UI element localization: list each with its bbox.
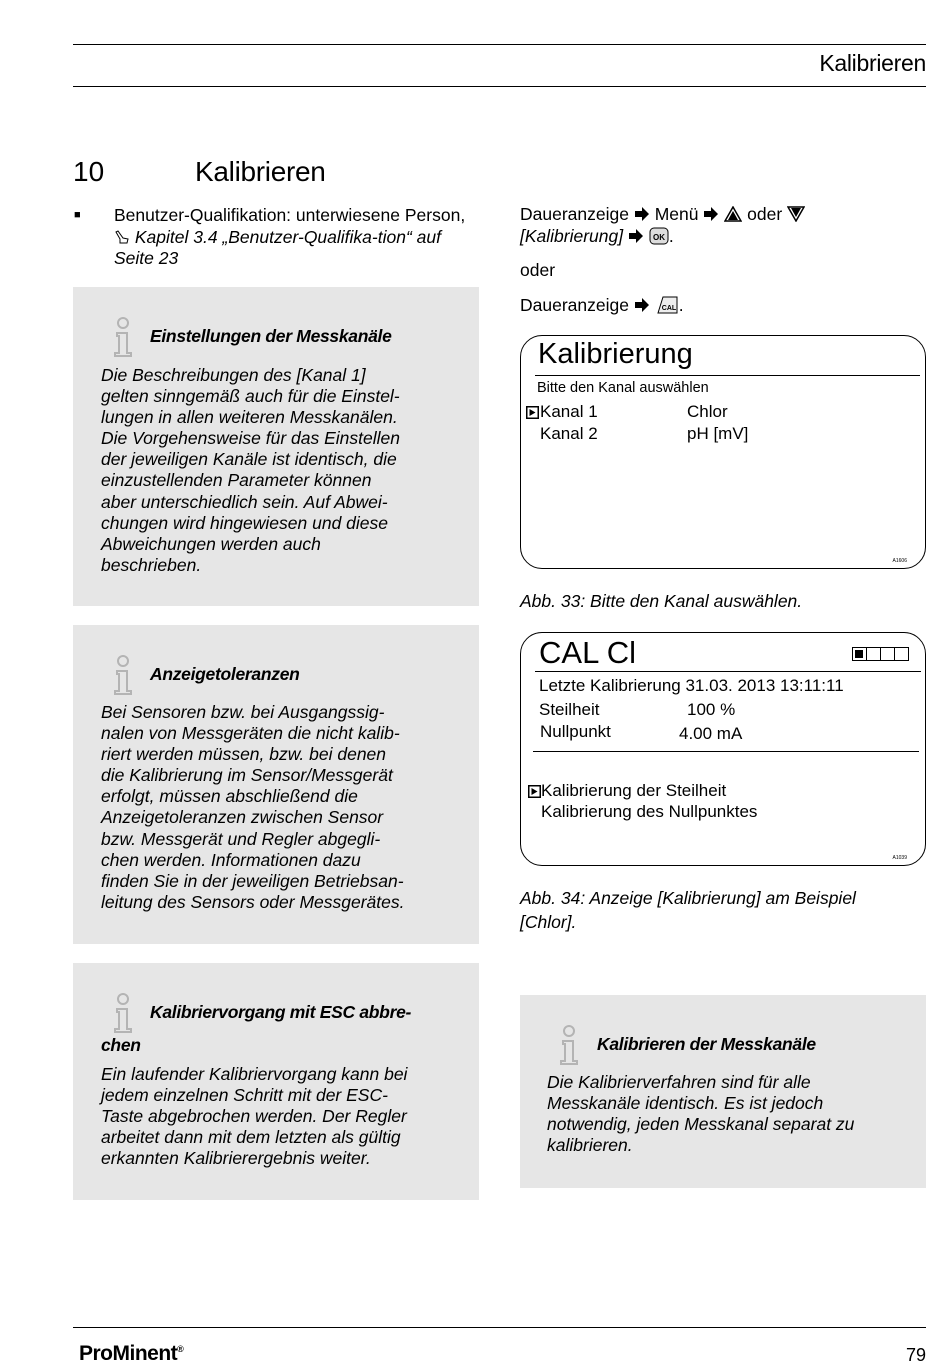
cal-key-icon[interactable] bbox=[655, 295, 679, 315]
body-line: Anzeigetoleranzen zwischen Sensor bbox=[101, 807, 384, 828]
body-line: lungen in allen weiteren Messkanälen. bbox=[101, 407, 398, 428]
ok-key-label: OK bbox=[652, 233, 665, 242]
nav-menu: Menü bbox=[654, 204, 699, 224]
body-line: nalen von Messgeräten die nicht kalib- bbox=[101, 723, 400, 744]
body-line: chen werden. Informationen dazu bbox=[101, 849, 361, 870]
body-line: kalibrieren. bbox=[547, 1135, 633, 1156]
body-line: der jeweiligen Kanäle ist identisch, die bbox=[101, 449, 397, 470]
right-arrow-icon bbox=[628, 229, 644, 243]
figure-caption-33: Abb. 33: Bitte den Kanal auswählen. bbox=[520, 591, 803, 611]
body-line: Ein laufender Kalibriervorgang kann bei bbox=[101, 1064, 408, 1084]
info-box-title-continued: chen bbox=[101, 1035, 141, 1055]
info-box-esc-abort bbox=[73, 963, 479, 1200]
menu-item-channel-1[interactable]: Kanal 1 bbox=[540, 402, 598, 421]
qualification-label: Benutzer-Qualifikation: bbox=[114, 205, 292, 225]
body-line: die Kalibrierung im Sensor/Messgerät bbox=[101, 765, 393, 786]
header-bottom-rule bbox=[73, 86, 926, 87]
info-box-title: Kalibriervorgang mit ESC abbre- bbox=[150, 1002, 412, 1022]
screen-title-underline bbox=[535, 671, 921, 672]
display-screen-cal-chlorine bbox=[520, 632, 926, 866]
body-line: Abweichungen werden auch bbox=[101, 533, 321, 554]
selection-cursor-icon bbox=[528, 785, 541, 798]
zero-point-label: Nullpunkt bbox=[540, 722, 611, 741]
body-line: notwendig, jeden Messkanal separat zu bbox=[547, 1114, 855, 1135]
body-line: Messkanäle identisch. Es ist jedoch bbox=[547, 1093, 824, 1114]
info-icon bbox=[111, 317, 135, 357]
info-box-body bbox=[101, 702, 405, 913]
ok-key-icon[interactable] bbox=[649, 227, 669, 245]
body-line: leitung des Sensors oder Messgerätes. bbox=[101, 891, 405, 912]
info-icon bbox=[557, 1025, 581, 1065]
qualification-value: unterwiesene Person, bbox=[291, 205, 466, 225]
body-line: aber unterschiedlich sein. Auf Abwei- bbox=[101, 491, 388, 512]
body-line: Bei Sensoren bzw. bei Ausgangssig- bbox=[101, 702, 385, 722]
info-box-channel-settings bbox=[73, 287, 479, 606]
nav-start: Daueranzeige bbox=[520, 295, 629, 315]
nav-start: Daueranzeige bbox=[520, 204, 629, 224]
body-line: gelten sinngemäß auch für die Einstel- bbox=[101, 386, 400, 407]
display-screen-channel-select bbox=[520, 335, 926, 569]
body-line: jedem einzelnen Schritt mit der ESC- bbox=[101, 1085, 388, 1106]
info-icon bbox=[111, 655, 135, 695]
screen-title: CAL Cl bbox=[539, 635, 637, 670]
header-top-rule bbox=[73, 44, 926, 45]
selection-cursor-icon bbox=[526, 406, 539, 419]
info-box-title: Anzeigetoleranzen bbox=[150, 664, 300, 684]
menu-item-calibrate-slope[interactable]: Kalibrierung der Steilheit bbox=[541, 781, 727, 800]
screen-title: Kalibrierung bbox=[538, 338, 693, 370]
qualification-paragraph bbox=[114, 205, 484, 270]
square-bullet-icon: ■ bbox=[74, 209, 81, 221]
body-line: arbeitet dann mit dem letzten als gültig bbox=[101, 1127, 401, 1148]
figure-code: A1039 bbox=[892, 855, 907, 861]
up-triangle-icon[interactable] bbox=[724, 206, 742, 222]
body-line: chungen wird hingewiesen und diese bbox=[101, 512, 389, 533]
prominent-logo bbox=[79, 1342, 183, 1366]
nav-or: oder bbox=[747, 204, 783, 224]
last-calibration-text: Letzte Kalibrierung 31.03. 2013 13:11:11 bbox=[539, 676, 844, 695]
caption-line: [Chlor]. bbox=[520, 912, 577, 932]
screen-title-underline bbox=[535, 375, 920, 376]
info-box-display-tolerances bbox=[73, 625, 479, 944]
body-line: riert werden müssen, bzw. bei denen bbox=[101, 744, 387, 765]
page-number: 79 bbox=[905, 1345, 926, 1365]
finger-pointer-icon bbox=[114, 230, 130, 245]
info-icon bbox=[111, 993, 135, 1033]
progress-indicator-icon bbox=[852, 647, 909, 661]
info-box-title: Kalibrieren der Messkanäle bbox=[597, 1034, 816, 1054]
right-arrow-icon bbox=[634, 207, 650, 221]
body-line: erfolgt, müssen abschließend die bbox=[101, 786, 358, 807]
body-line: Die Vorgehensweise für das Einstellen bbox=[101, 428, 400, 449]
body-line: Die Kalibrierverfahren sind für alle bbox=[547, 1072, 811, 1092]
figure-caption-34 bbox=[520, 886, 856, 934]
info-box-calibrate-channels bbox=[520, 995, 926, 1188]
navigation-path-cal-key: Daueranzeige CAL . bbox=[520, 295, 684, 315]
cal-key-label: CAL bbox=[661, 305, 676, 312]
screen-separator bbox=[533, 751, 919, 752]
nav-item-calibration: [Kalibrierung] bbox=[520, 226, 624, 246]
right-arrow-icon bbox=[703, 207, 719, 221]
menu-item-calibrate-zero[interactable]: Kalibrierung des Nullpunktes bbox=[541, 802, 758, 821]
figure-code: A1606 bbox=[892, 558, 907, 564]
body-line: einzustellenden Parameter können bbox=[101, 470, 372, 491]
body-line: Taste abgebrochen werden. Der Regler bbox=[101, 1106, 407, 1127]
caption-line: Abb. 34: Anzeige [Kalibrierung] am Beispiel bbox=[520, 888, 856, 908]
logo-registered-mark: ® bbox=[177, 1344, 184, 1354]
body-line: erkannten Kalibrierergebnis weiter. bbox=[101, 1148, 371, 1169]
body-line: beschrieben. bbox=[101, 554, 202, 575]
menu-item-channel-2[interactable]: Kanal 2 bbox=[540, 424, 598, 443]
chapter-number: 10 bbox=[73, 156, 105, 187]
body-line: Die Beschreibungen des [Kanal 1] bbox=[101, 365, 366, 385]
info-box-body bbox=[101, 1064, 407, 1169]
info-box-body bbox=[547, 1072, 854, 1156]
chapter-title: Kalibrieren bbox=[195, 156, 326, 187]
qualification-reference-link[interactable]: Kapitel 3.4 „Benutzer-Qualifika-tion“ auf Seite 23 bbox=[114, 226, 441, 268]
right-arrow-icon bbox=[634, 298, 650, 312]
slope-value: 100 % bbox=[687, 700, 736, 719]
channel-2-sensor: pH [mV] bbox=[687, 424, 749, 443]
channel-1-sensor: Chlor bbox=[687, 402, 728, 421]
down-triangle-icon[interactable] bbox=[787, 206, 805, 222]
logo-text: ProMinent bbox=[79, 1342, 178, 1365]
running-header-title: Kalibrieren bbox=[819, 50, 926, 76]
body-line: bzw. Messgerät und Regler abgegli- bbox=[101, 828, 381, 849]
info-box-body bbox=[101, 365, 400, 576]
info-box-title: Einstellungen der Messkanäle bbox=[150, 326, 392, 346]
screen-prompt: Bitte den Kanal auswählen bbox=[537, 380, 709, 396]
slope-label: Steilheit bbox=[539, 700, 600, 719]
navigation-path-menu: Daueranzeige Menü oder [Kalibrierung] OK . bbox=[520, 203, 920, 247]
footer-rule bbox=[73, 1327, 926, 1328]
zero-point-value: 4.00 mA bbox=[679, 724, 743, 743]
navigation-or: oder bbox=[520, 260, 556, 280]
body-line: finden Sie in der jeweiligen Betriebsan- bbox=[101, 870, 404, 891]
